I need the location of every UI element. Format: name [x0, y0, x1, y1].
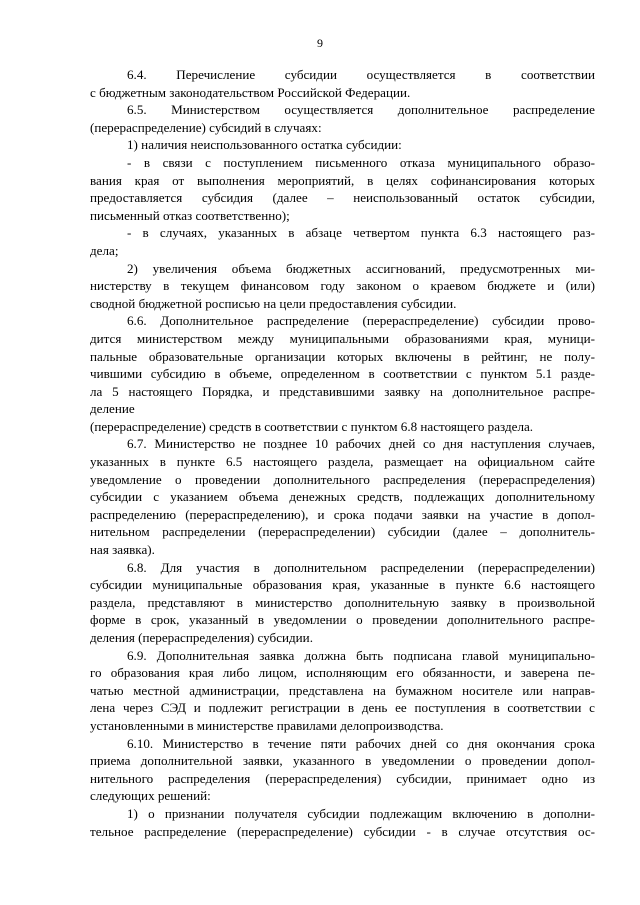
text-line: приема дополнительной заявки, указанного в уведомлении о проведении допол-	[90, 753, 595, 769]
text-line: 6.9. Дополнительная заявка должна быть подписана главой муниципально-	[127, 647, 595, 663]
text-line: распределению (перераспределению), и срока подачи заявки на участие в допол-	[90, 506, 595, 522]
text-line: раздела, представляют в министерство дополнительную заявку в произвольной	[90, 594, 595, 610]
text-line: следующих решений:	[90, 788, 211, 804]
text-line: сводной бюджетной росписью на цели предоставления субсидии.	[90, 295, 457, 311]
text-line: деление	[90, 401, 135, 417]
text-line: нистерству в текущем финансовом году законом о краевом бюджете и (или)	[90, 278, 595, 294]
text-line: дела;	[90, 242, 119, 258]
text-line: предоставляется субсидия (далее – неиспользованный остаток субсидии,	[90, 190, 595, 206]
text-line: 6.5. Министерством осуществляется дополнительное распределение	[127, 102, 595, 118]
text-line: лена через СЭД и подлежит регистрации в день ее поступления в соответствии с	[90, 700, 595, 716]
text-line: (перераспределение) субсидий в случаях:	[90, 119, 322, 135]
text-line: субсидии с указанием объема денежных средств, подлежащих дополнительному	[90, 489, 595, 505]
text-line: чившими субсидию в объеме, определенном в соответствии с пунктом 5.1 разде-	[90, 366, 595, 382]
text-line: форме в срок, указанный в уведомлении о проведении дополнительного распре-	[90, 612, 595, 628]
text-line: 1) о признании получателя субсидии подлежащим включению в дополни-	[127, 805, 595, 821]
body-text	[90, 66, 595, 840]
text-line: деления (перераспределения) субсидии.	[90, 630, 313, 645]
text-line: (перераспределение) средств в соответствии с пунктом 6.8 настоящего раздела.	[90, 418, 534, 434]
text-line: с бюджетным законодательством Российской Федерации.	[90, 84, 411, 100]
page-number: 9	[317, 36, 323, 50]
text-line: 6.10. Министерство в течение пяти рабочих дней со дня окончания срока	[127, 735, 595, 751]
text-line: ная заявка).	[90, 542, 155, 558]
text-line: установленными в министерстве правилами делопроизводства.	[90, 717, 444, 733]
text-line: субсидии муниципальные образования края, указанные в пункте 6.6 настоящего	[90, 577, 595, 593]
text-line: письменный отказ соответственно);	[90, 207, 290, 223]
text-line: ла 5 настоящего Порядка, и представившими заявку на дополнительное распре-	[90, 383, 595, 399]
text-line: 2) увеличения объема бюджетных ассигнований, предусмотренных ми-	[127, 260, 595, 276]
text-line: дится министерством между муниципальными образованиями края, муници-	[90, 330, 595, 346]
text-line: го образования края либо лицом, исполняющим его обязанности, и заверена пе-	[90, 665, 595, 681]
text-line: 6.6. Дополнительное распределение (перераспределение) субсидии прово-	[127, 313, 595, 329]
text-line: вания края от выполнения мероприятий, в целях софинансирования которых	[90, 172, 595, 188]
text-line: - в связи с поступлением письменного отказа муниципального образо-	[127, 154, 595, 170]
text-line: пальные образовательные организации которых включены в рейтинг, не полу-	[90, 348, 595, 364]
text-line: 6.4. Перечисление субсидии осуществляется в соответствии	[127, 67, 595, 82]
text-line: тельное распределение (перераспределение) субсидии - в случае отсутствия ос-	[90, 823, 595, 839]
text-line: нительном распределении (перераспределении) субсидии (далее – дополнитель-	[90, 524, 595, 540]
text-line: указанных в пункте 6.5 настоящего раздела, размещает на официальном сайте	[90, 454, 595, 470]
text-line: - в случаях, указанных в абзаце четвертом пункта 6.3 настоящего раз-	[127, 225, 595, 241]
text-line: 6.7. Министерство не позднее 10 рабочих дней со дня наступления случаев,	[127, 436, 595, 452]
text-line: нительного распределения (перераспределения) субсидии, принимает одно из	[90, 770, 595, 786]
text-line: уведомление о проведении дополнительного распределения (перераспределения)	[90, 471, 595, 487]
text-line: 1) наличия неиспользованного остатка субсидии:	[127, 137, 402, 153]
text-line: 6.8. Для участия в дополнительном распределении (перераспределении)	[127, 559, 595, 575]
text-line: чатью местной администрации, представлена на бумажном носителе или направ-	[90, 682, 595, 698]
